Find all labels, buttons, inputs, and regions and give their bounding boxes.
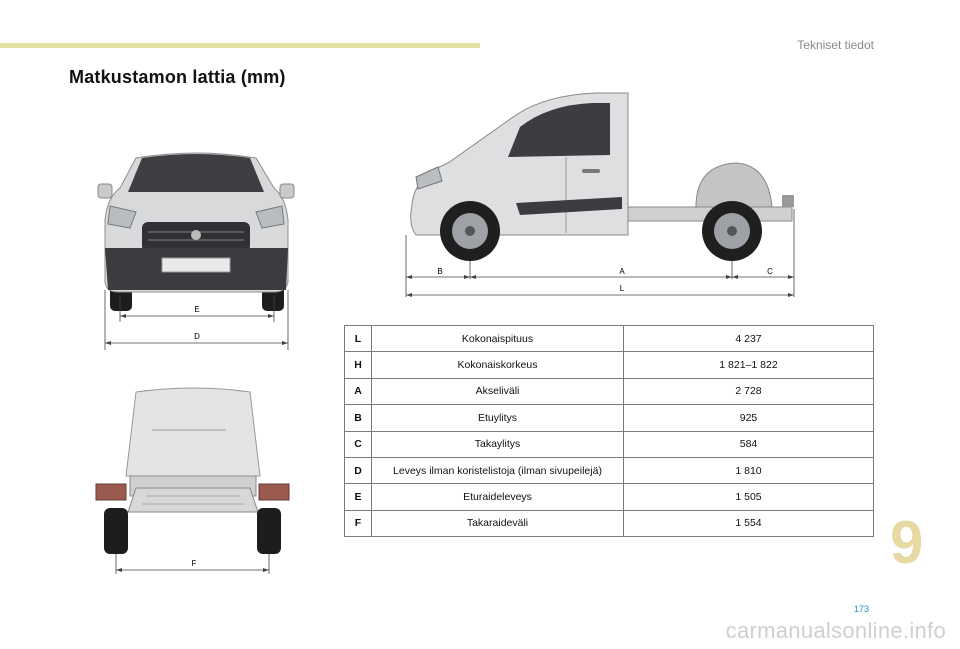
watermark: carmanualsonline.info <box>725 618 946 643</box>
row-value: 1 821–1 822 <box>624 352 874 378</box>
row-code: D <box>345 457 372 483</box>
row-description: Kokonaiskorkeus <box>372 352 624 378</box>
row-description: Akseliväli <box>372 378 624 404</box>
row-description: Takaylitys <box>372 431 624 457</box>
side-view-illustration <box>396 85 802 305</box>
row-code: F <box>345 510 372 536</box>
rear-view-illustration <box>90 380 295 578</box>
row-value: 1 505 <box>624 484 874 510</box>
table-row <box>345 431 874 457</box>
dim-e-label: E <box>194 305 200 314</box>
row-code: H <box>345 352 372 378</box>
table-row <box>345 510 874 536</box>
row-description: Leveys ilman koristelistoja (ilman sivupeilejä) <box>372 457 624 483</box>
table-row <box>345 405 874 431</box>
row-code: L <box>345 326 372 352</box>
row-code: C <box>345 431 372 457</box>
chapter-number: 9 <box>890 509 924 576</box>
section-label: Tekniset tiedot <box>797 38 874 52</box>
row-value: 4 237 <box>624 326 874 352</box>
row-value: 1 554 <box>624 510 874 536</box>
dim-f-label: F <box>191 559 197 568</box>
dim-d-label: D <box>194 332 200 341</box>
dimensions-table <box>344 325 874 537</box>
row-description: Kokonaispituus <box>372 326 624 352</box>
row-code: A <box>345 378 372 404</box>
dim-l-label: L <box>619 284 625 293</box>
page-title: Matkustamon lattia (mm) <box>69 67 286 87</box>
header-accent-bar <box>0 43 480 48</box>
table-row <box>345 378 874 404</box>
row-description: Eturaideleveys <box>372 484 624 510</box>
dim-a-label: A <box>619 267 625 276</box>
front-view-illustration <box>96 140 296 350</box>
row-code: B <box>345 405 372 431</box>
row-value: 2 728 <box>624 378 874 404</box>
page-number: 173 <box>853 604 869 614</box>
row-description: Etuylitys <box>372 405 624 431</box>
table-row <box>345 326 874 352</box>
dim-b-label: B <box>437 267 443 276</box>
row-value: 1 810 <box>624 457 874 483</box>
table-row <box>345 457 874 483</box>
table-row <box>345 352 874 378</box>
row-value: 584 <box>624 431 874 457</box>
row-code: E <box>345 484 372 510</box>
table-row <box>345 484 874 510</box>
dim-c-label: C <box>767 267 773 276</box>
row-value: 925 <box>624 405 874 431</box>
row-description: Takaraideväli <box>372 510 624 536</box>
